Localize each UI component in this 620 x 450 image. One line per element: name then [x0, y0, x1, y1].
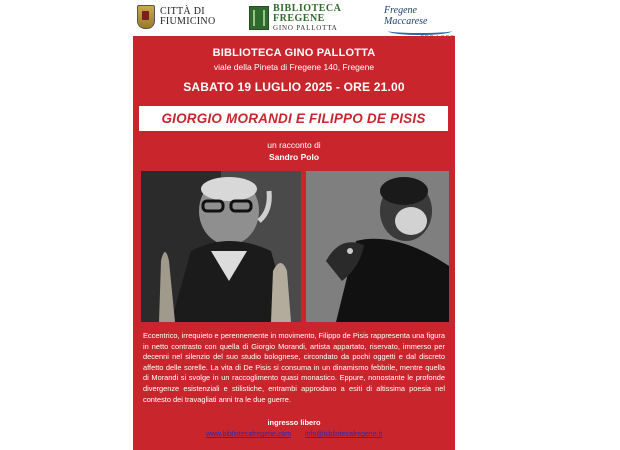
- fiumicino-logo: [137, 5, 215, 29]
- library-name: BIBLIOTECA GINO PALLOTTA: [212, 47, 376, 59]
- website-link[interactable]: www.bibliotecafregene.com: [205, 431, 292, 438]
- library-emblem-icon: [249, 6, 269, 30]
- event-poster: [133, 36, 455, 450]
- fregene-logo-title: Fregene Maccarese: [384, 5, 428, 27]
- header-logos: [133, 0, 455, 36]
- contact-links: [133, 431, 455, 438]
- wave-icon: [388, 27, 452, 35]
- event-title: GIORGIO MORANDI E FILIPPO DE PISIS: [139, 106, 448, 131]
- biblioteca-line3: GINO PALLOTTA: [273, 24, 338, 32]
- library-address: viale della Pineta di Fregene 140, Fregene: [213, 62, 375, 72]
- fiumicino-line2: FIUMICINO: [160, 16, 216, 27]
- coat-of-arms-icon: [137, 5, 155, 29]
- event-date: SABATO 19 LUGLIO 2025 - ORE 21.00: [183, 80, 405, 94]
- biblioteca-line1: BIBLIOTECA: [273, 3, 342, 14]
- event-description: Eccentrico, irrequieto e perennemente in movimento, Filippo de Pisis rappresenta una figura in netto contrasto con quella di Giorgio Morandi, artista appartato, riservato, immerso per decenni nel silenzio del suo studio bolognese, circondato da pochi oggetti e dal discreto affetto delle sorelle. La vita di De Pisis si consuma in un dinamismo febbrile, mentre quella di Morandi si svolge in un raccoglimento quasi monastico. Eppure, nonostante le profonde divergenze esistenziali e stilistiche, entrambi approdano a esiti di altissima poesia nel contesto dei travagliati anni tra le due guerre.: [143, 331, 445, 404]
- event-subtitle: un racconto di: [267, 140, 321, 150]
- morandi-photo: [141, 171, 301, 322]
- de-pisis-photo: [306, 171, 449, 322]
- entry-info: ingresso libero: [267, 418, 321, 427]
- event-author: Sandro Polo: [268, 152, 320, 162]
- biblioteca-logo: [249, 4, 341, 32]
- email-link[interactable]: info@bibliotecafregene.it: [305, 431, 383, 438]
- fiumicino-line1: CITTÀ DI: [160, 6, 205, 17]
- biblioteca-line2: FREGENE: [273, 13, 325, 24]
